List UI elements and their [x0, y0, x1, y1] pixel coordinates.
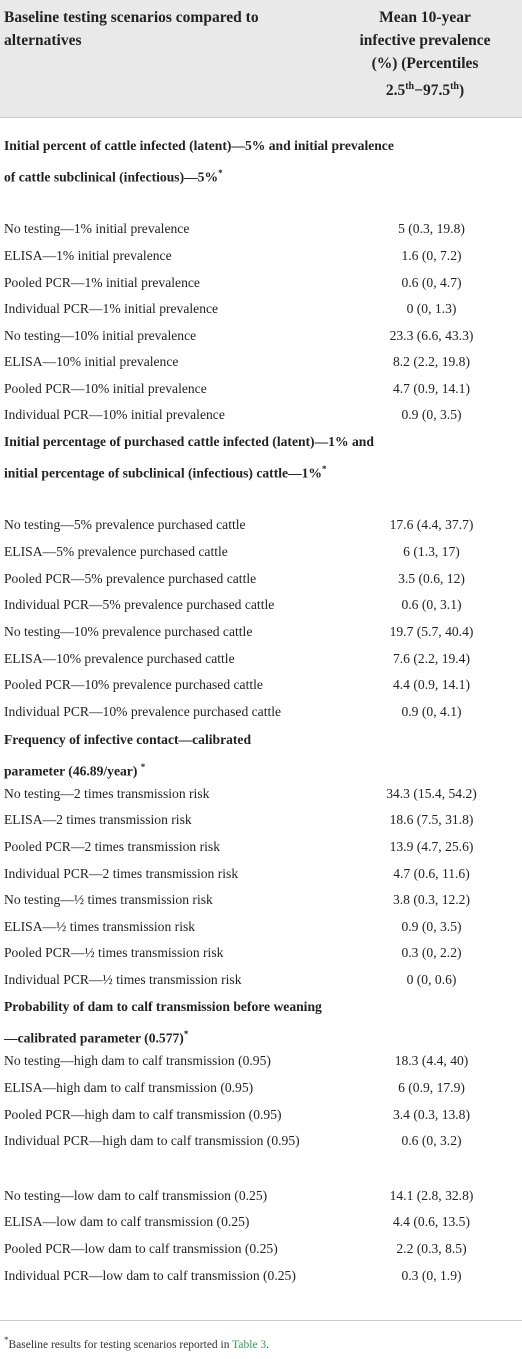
row-label: ELISA—high dam to calf transmission (0.95) — [4, 1080, 254, 1095]
row-value: 0.6 (0, 3.2) — [401, 1133, 462, 1148]
row-label: No testing—1% initial prevalence — [4, 221, 190, 236]
row-label: No testing—10% prevalence purchased cattle — [4, 624, 253, 639]
row-label: ELISA—1% initial prevalence — [4, 248, 172, 263]
row-value: 4.4 (0.9, 14.1) — [392, 677, 471, 692]
header-line-4: 2.5th−97.5th) — [385, 81, 465, 100]
row-value: 0.3 (0, 1.9) — [401, 1268, 462, 1283]
row-value: 5 (0.3, 19.8) — [398, 221, 465, 236]
group-heading: Probability of dam to calf transmission before weaning—calibrated parameter (0.577)* — [4, 999, 322, 1046]
row-value: 18.6 (7.5, 31.8) — [389, 812, 474, 827]
row-label: Individual PCR—10% initial prevalence — [4, 407, 225, 422]
row-value: 17.6 (4.4, 37.7) — [389, 517, 474, 532]
row-label: Individual PCR—½ times transmission risk — [4, 972, 242, 987]
row-value: 0.9 (0, 3.5) — [401, 919, 462, 934]
row-label: ELISA—½ times transmission risk — [4, 919, 196, 934]
row-label: ELISA—10% prevalence purchased cattle — [4, 651, 235, 666]
row-value: 19.7 (5.7, 40.4) — [389, 624, 474, 639]
row-value: 4.7 (0.6, 11.6) — [393, 866, 470, 881]
row-label: Individual PCR—2 times transmission risk — [4, 866, 239, 881]
row-label: No testing—½ times transmission risk — [4, 892, 213, 907]
group-heading: Initial percentage of purchased cattle infected (latent)—1% and initial percentage of subclinical (infectious) cattle—1%* — [4, 434, 374, 481]
row-label: No testing—2 times transmission risk — [4, 786, 210, 801]
row-label: Pooled PCR—½ times transmission risk — [4, 945, 224, 960]
row-value: 0 (0, 0.6) — [406, 972, 457, 987]
row-value: 13.9 (4.7, 25.6) — [389, 839, 474, 854]
row-value: 0.3 (0, 2.2) — [401, 945, 462, 960]
table-3-link[interactable]: Table 3 — [232, 1338, 267, 1351]
row-label: No testing—10% initial prevalence — [4, 328, 197, 343]
row-value: 23.3 (6.6, 43.3) — [389, 328, 474, 343]
row-value: 34.3 (15.4, 54.2) — [386, 786, 477, 801]
row-label: ELISA—5% prevalence purchased cattle — [4, 544, 228, 559]
row-label: Individual PCR—high dam to calf transmission (0.95) — [4, 1133, 300, 1148]
header-rule — [0, 117, 522, 118]
row-label: Pooled PCR—5% prevalence purchased cattle — [4, 571, 257, 586]
row-value: 6 (0.9, 17.9) — [398, 1080, 465, 1095]
row-label: Individual PCR—10% prevalence purchased cattle — [4, 704, 282, 719]
row-value: 3.5 (0.6, 12) — [398, 571, 465, 586]
row-label: ELISA—low dam to calf transmission (0.25) — [4, 1214, 250, 1229]
row-label: Individual PCR—1% initial prevalence — [4, 301, 219, 316]
row-value: 0.9 (0, 4.1) — [401, 704, 462, 719]
row-value: 0.9 (0, 3.5) — [401, 407, 462, 422]
row-value: 6 (1.3, 17) — [403, 544, 460, 559]
row-value: 4.7 (0.9, 14.1) — [392, 381, 471, 396]
table-bottom-rule — [0, 1320, 522, 1321]
row-value: 2.2 (0.3, 8.5) — [396, 1241, 467, 1256]
row-label: ELISA—10% initial prevalence — [4, 354, 179, 369]
group-heading: Frequency of infective contact—calibrated parameter (46.89/year) * — [4, 732, 252, 779]
row-label: No testing—5% prevalence purchased cattle — [4, 517, 246, 532]
row-label: Pooled PCR—10% prevalence purchased cattle — [4, 677, 263, 692]
row-value: 14.1 (2.8, 32.8) — [389, 1188, 474, 1203]
header-mean-prevalence — [330, 6, 520, 102]
row-label: No testing—high dam to calf transmission (0.95) — [4, 1053, 271, 1068]
header-line-1: Mean 10-year — [379, 9, 471, 26]
row-value: 8.2 (2.2, 19.8) — [392, 354, 471, 369]
row-label: ELISA—2 times transmission risk — [4, 812, 192, 827]
row-label: Pooled PCR—10% initial prevalence — [4, 381, 207, 396]
row-value: 1.6 (0, 7.2) — [401, 248, 462, 263]
row-value: 3.8 (0.3, 12.2) — [392, 892, 471, 907]
header-line-2: infective prevalence — [359, 32, 491, 49]
row-value: 4.4 (0.6, 13.5) — [392, 1214, 471, 1229]
row-value: 0.6 (0, 4.7) — [401, 275, 462, 290]
row-label: Pooled PCR—low dam to calf transmission (0.25) — [4, 1241, 278, 1256]
row-value: 0.6 (0, 3.1) — [401, 597, 462, 612]
row-label: No testing—low dam to calf transmission (0.25) — [4, 1188, 268, 1203]
row-label: Pooled PCR—2 times transmission risk — [4, 839, 221, 854]
row-label: Pooled PCR—1% initial prevalence — [4, 275, 200, 290]
footnote: *Baseline results for testing scenarios reported in Table 3. — [4, 1335, 270, 1351]
header-scenarios: Baseline testing scenarios compared to alternatives — [4, 9, 259, 49]
row-label: Pooled PCR—high dam to calf transmission (0.95) — [4, 1107, 282, 1122]
header-line-3: (%) (Percentiles — [371, 55, 479, 72]
row-value: 7.6 (2.2, 19.4) — [392, 651, 471, 666]
row-value: 18.3 (4.4, 40) — [394, 1053, 469, 1068]
group-heading: Initial percent of cattle infected (latent)—5% and initial prevalence of cattle subclinical (infectious)—5%* — [4, 138, 394, 185]
row-label: Individual PCR—5% prevalence purchased cattle — [4, 597, 275, 612]
row-value: 3.4 (0.3, 13.8) — [392, 1107, 471, 1122]
row-label: Individual PCR—low dam to calf transmission (0.25) — [4, 1268, 296, 1283]
row-value: 0 (0, 1.3) — [406, 301, 457, 316]
